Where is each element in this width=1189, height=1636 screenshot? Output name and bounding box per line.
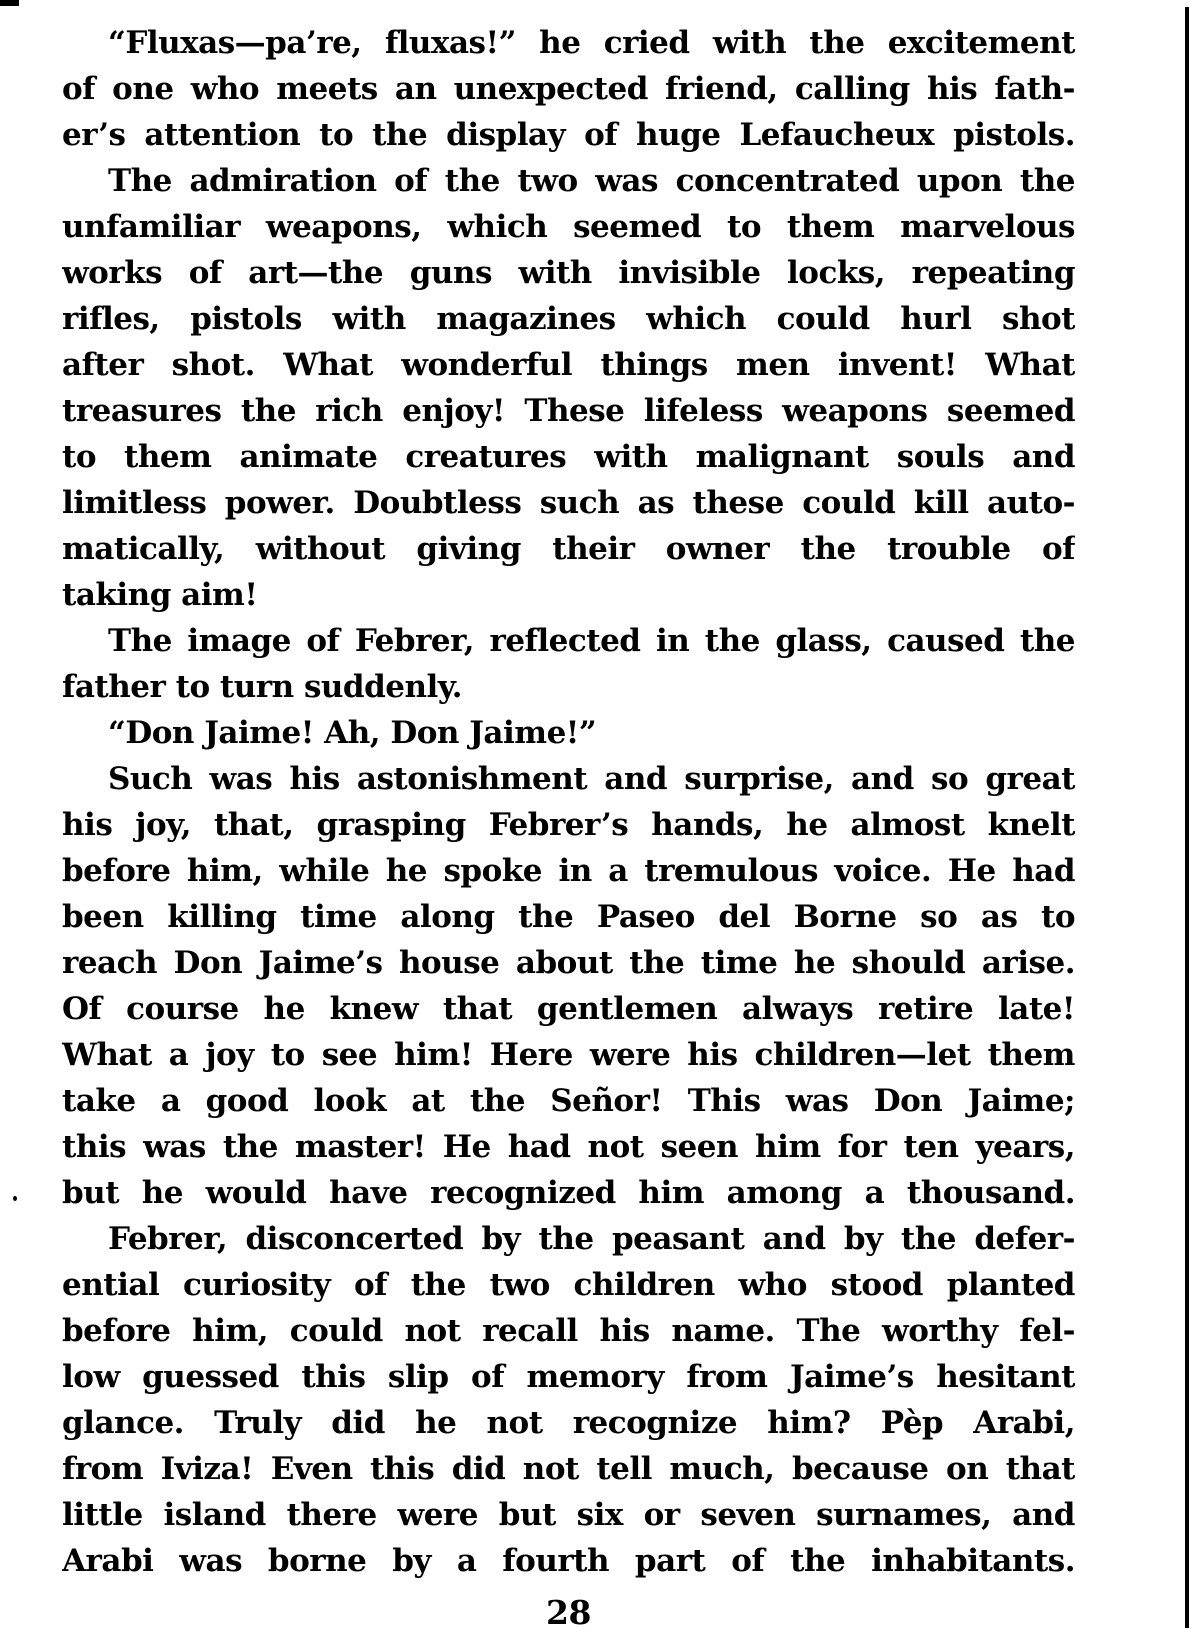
text-line: The admiration of the two was concentrated upon the xyxy=(108,163,1075,199)
text-line: this was the master! He had not seen him for ten years, xyxy=(62,1129,1075,1165)
text-line: limitless power. Doubtless such as these could kill auto- xyxy=(62,485,1075,521)
text-line: been killing time along the Paseo del Borne so as to xyxy=(62,899,1075,935)
text-line: to them animate creatures with malignant souls and xyxy=(62,439,1075,475)
text-line: unfamiliar weapons, which seemed to them marvelous xyxy=(62,209,1075,245)
body-text xyxy=(62,20,1075,1584)
text-line: little island there were but six or seven surnames, and xyxy=(62,1497,1075,1533)
page-number: 28 xyxy=(546,1593,591,1632)
text-line: ential curiosity of the two children who stood planted xyxy=(62,1267,1075,1303)
text-line: before him, while he spoke in a tremulous voice. He had xyxy=(62,853,1075,889)
text-line: take a good look at the Señor! This was Don Jaime; xyxy=(62,1083,1075,1119)
text-line: works of art—the guns with invisible locks, repeating xyxy=(62,255,1075,291)
text-line: matically, without giving their owner the trouble of xyxy=(62,531,1075,567)
text-line: from Iviza! Even this did not tell much, because on that xyxy=(62,1451,1075,1487)
text-line: Arabi was borne by a fourth part of the inhabitants. xyxy=(62,1543,1075,1579)
text-line: low guessed this slip of memory from Jaime’s hesitant xyxy=(62,1359,1075,1395)
text-line: his joy, that, grasping Febrer’s hands, he almost knelt xyxy=(62,807,1075,843)
text-line: “Don Jaime! Ah, Don Jaime!” xyxy=(108,715,597,751)
text-line: of one who meets an unexpected friend, calling his fath- xyxy=(62,71,1075,107)
text-line: Of course he knew that gentlemen always retire late! xyxy=(62,991,1075,1027)
scan-smudge-artifact xyxy=(0,0,19,6)
text-line: taking aim! xyxy=(62,577,258,613)
text-line: before him, could not recall his name. The worthy fel- xyxy=(62,1313,1075,1349)
text-line: reach Don Jaime’s house about the time he should arise. xyxy=(62,945,1075,981)
text-line: treasures the rich enjoy! These lifeless weapons seemed xyxy=(62,393,1075,429)
text-line: rifles, pistols with magazines which could hurl shot xyxy=(62,301,1075,337)
scan-edge-line-artifact xyxy=(1185,7,1189,1628)
text-line: but he would have recognized him among a thousand. xyxy=(62,1175,1075,1211)
text-line: The image of Febrer, reflected in the glass, caused the xyxy=(108,623,1075,659)
ink-speck-artifact xyxy=(13,1196,17,1201)
text-line: Febrer, disconcerted by the peasant and by the defer- xyxy=(108,1221,1075,1257)
text-line: father to turn suddenly. xyxy=(62,669,463,705)
text-line: after shot. What wonderful things men invent! What xyxy=(62,347,1075,383)
text-line: “Fluxas—pa’re, fluxas!” he cried with the excitement xyxy=(108,25,1075,61)
text-line: er’s attention to the display of huge Lefaucheux pistols. xyxy=(62,117,1075,153)
page-text-block xyxy=(62,20,1075,1636)
text-line: What a joy to see him! Here were his children—let them xyxy=(62,1037,1075,1073)
text-line: glance. Truly did he not recognize him? Pèp Arabi, xyxy=(62,1405,1075,1441)
text-line: Such was his astonishment and surprise, and so great xyxy=(108,761,1075,797)
